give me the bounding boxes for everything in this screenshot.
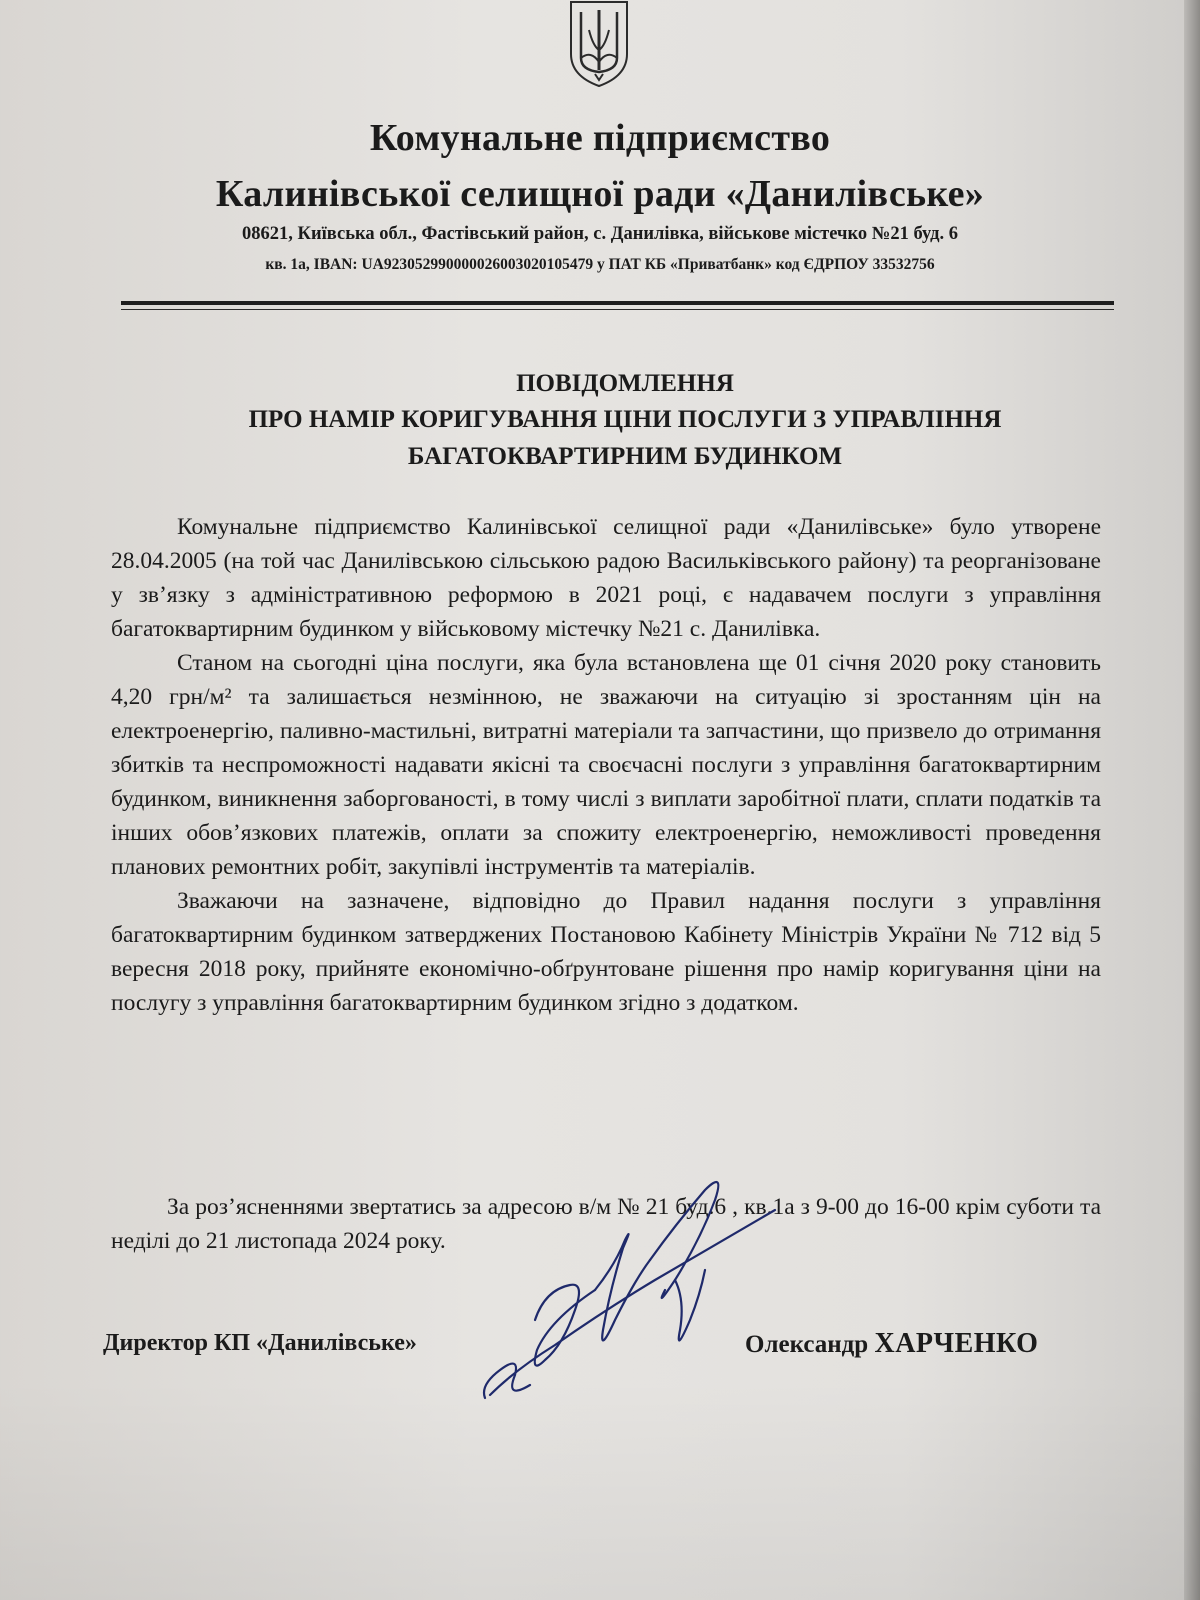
paper-edge [1184, 0, 1200, 1600]
notice-subtitle-line1: ПРО НАМІР КОРИГУВАННЯ ЦІНИ ПОСЛУГИ З УПРАВЛІННЯ [248, 406, 1002, 433]
address-line1: 08621, Київська обл., Фастівський район, с. Данилівка, військове містечко №21 буд. 6 [242, 224, 958, 244]
body-paragraph-1: Комунальне підприємство Калинівської селищної ради «Данилівське» було утворене 28.04.2005 (на той час Данилівською сільською радою Васильківського району) та реорганізоване у зв’язку з адміністративною реформою в 2021 році, є надавачем послуги з управління багатоквартирним будинком у військовому містечку №21 с. Данилівка. [111, 514, 1101, 642]
address-line2: кв. 1а, IBAN: UA923052990000026003020105479 у ПАТ КБ «Приватбанк» код ЄДРПОУ 33532756 [265, 256, 935, 273]
signatory-role: Директор КП «Данилівське» [103, 1330, 417, 1356]
header-divider-thick [121, 301, 1114, 305]
notice-body [111, 510, 1101, 1020]
organization-name-line2: Калинівської селищної ради «Данилівське» [215, 173, 985, 215]
photo-shadow [0, 1380, 1200, 1600]
notice-subtitle-line2: БАГАТОКВАРТИРНИМ БУДИНКОМ [407, 443, 843, 470]
signatory-first-name: Олександр [745, 1331, 869, 1358]
body-paragraph-2: Станом на сьогодні ціна послуги, яка була встановлена ще 01 січня 2020 року становить 4,20 грн/м² та залишається незмінною, не зважаючи на ситуацію зі зростанням цін на електроенергію, паливно-мастильні, витратні матеріали та запчастини, що призвело до отримання збитків та неспроможності надавати якісні та своєчасні послуги з управління багатоквартирним будинком, виникнення заборгованості, в тому числі з виплати заробітної плати, сплати податків та інших обов’язкових платежів, оплати за спожиту електроенергію, неможливості проведення планових ремонтних робіт, закупівлі інструментів та матеріалів. [111, 650, 1101, 880]
contact-text: За роз’ясненнями звертатись за адресою в/м № 21 буд.6 , кв.1а з 9-00 до 16-00 крім суботи та неділі до 21 листопада 2024 року. [111, 1194, 1101, 1254]
organization-name-line1: Комунальне підприємство [369, 117, 831, 159]
body-paragraph-3: Зважаючи на зазначене, відповідно до Правил надання послуги з управління багатоквартирним будинком затверджених Постановою Кабінету Міністрів України № 712 від 5 вересня 2018 року, прийняте економічно-обґрунтоване рішення про намір коригування ціни на послугу з управління багатоквартирним будинком згідно з додатком. [111, 888, 1101, 1016]
header-divider-thin [121, 309, 1114, 310]
handwritten-signature-icon [475, 1170, 805, 1410]
tryzub-emblem-icon [565, 0, 633, 88]
notice-title: ПОВІДОМЛЕННЯ [516, 370, 734, 397]
signatory-surname: ХАРЧЕНКО [874, 1328, 1039, 1359]
